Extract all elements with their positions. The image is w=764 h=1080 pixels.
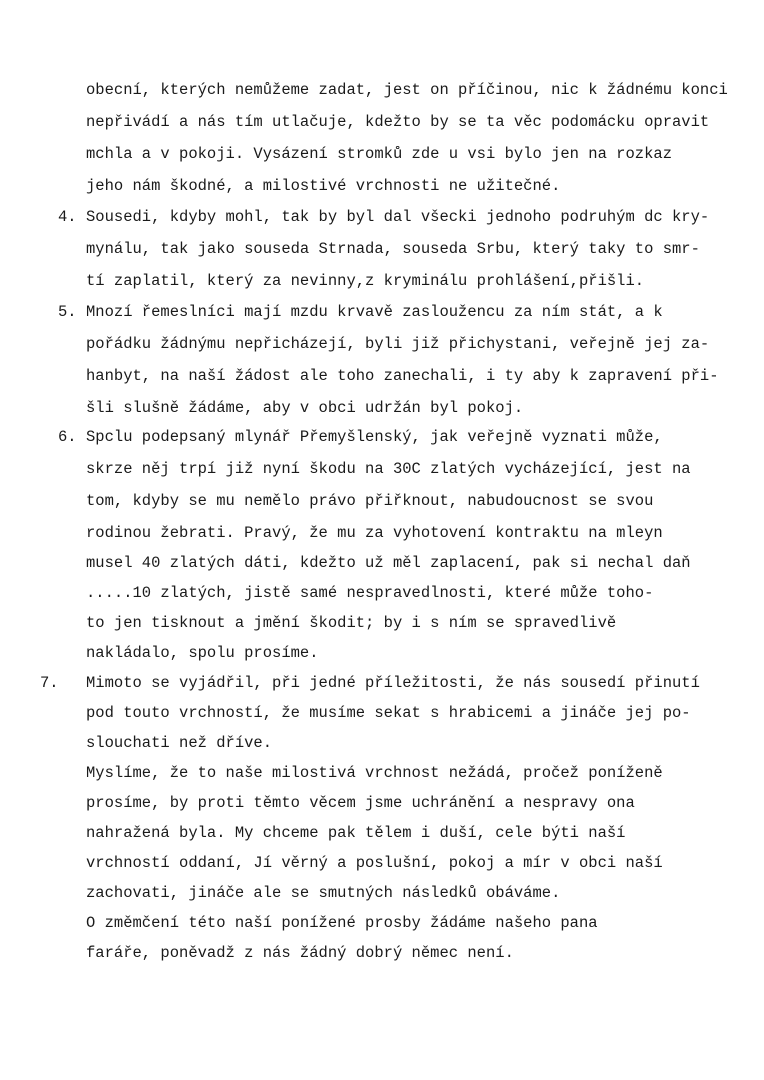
- item-number: 7.: [40, 674, 59, 692]
- text-line: Myslíme, že to naše milostivá vrchnost nežádá, pročež poníženě: [86, 764, 663, 782]
- text-line: Mnozí řemeslníci mají mzdu krvavě zasloužencu za ním stát, a k: [86, 303, 663, 321]
- text-line: mchla a v pokoji. Vysázení stromků zde u vsi bylo jen na rozkaz: [86, 145, 672, 163]
- text-line: nakládalo, spolu prosíme.: [86, 644, 319, 662]
- text-line: obecní, kterých nemůžeme zadat, jest on příčinou, nic k žádnému konci: [86, 81, 728, 99]
- text-line: musel 40 zlatých dáti, kdežto už měl zaplacení, pak si nechal daň: [86, 554, 691, 572]
- text-line: jeho nám škodné, a milostivé vrchnosti ne užitečné.: [86, 177, 561, 195]
- item-number: 6.: [58, 428, 77, 446]
- text-line: vrchností oddaní, Jí věrný a poslušní, pokoj a mír v obci naší: [86, 854, 663, 872]
- text-line: zachovati, jináče ale se smutných následků obáváme.: [86, 884, 561, 902]
- text-line: hanbyt, na naší žádost ale toho zanechali, i ty aby k zapravení při-: [86, 367, 719, 385]
- text-line: faráře, poněvadž z nás žádný dobrý němec není.: [86, 944, 514, 962]
- text-line: šli slušně žádáme, aby v obci udržán byl pokoj.: [86, 399, 524, 417]
- text-line: Sousedi, kdyby mohl, tak by byl dal všecki jednoho podruhým dc kry-: [86, 208, 710, 226]
- text-line: nepřivádí a nás tím utlačuje, kdežto by se ta věc podomácku opravit: [86, 113, 710, 131]
- text-line: Mimoto se vyjádřil, při jedné příležitosti, že nás sousedí přinutí: [86, 674, 700, 692]
- item-number: 5.: [58, 303, 77, 321]
- text-line: nahražená byla. My chceme pak tělem i duší, cele býti naší: [86, 824, 626, 842]
- text-line: pod touto vrchností, že musíme sekat s hrabicemi a jináče jej po-: [86, 704, 691, 722]
- text-line: pořádku žádnýmu nepřicházejí, byli již přichystani, veřejně jej za-: [86, 335, 710, 353]
- text-line: tom, kdyby se mu nemělo právo přiřknout, nabudoucnost se svou: [86, 492, 654, 510]
- text-line: prosíme, by proti těmto věcem jsme uchránění a nespravy ona: [86, 794, 635, 812]
- text-line: rodinou žebrati. Pravý, že mu za vyhotovení kontraktu na mleyn: [86, 524, 663, 542]
- text-line: slouchati než dříve.: [86, 734, 273, 752]
- text-line: .....10 zlatých, jistě samé nespravedlnosti, které může toho-: [86, 584, 654, 602]
- text-line: mynálu, tak jako souseda Strnada, souseda Srbu, který taky to smr-: [86, 240, 700, 258]
- text-line: to jen tisknout a jmění škodit; by i s ním se spravedlivě: [86, 614, 617, 632]
- item-number: 4.: [58, 208, 77, 226]
- text-line: O změmčení této naší ponížené prosby žádáme našeho pana: [86, 914, 598, 932]
- text-line: tí zaplatil, který za nevinny,z kryminálu prohlášení,přišli.: [86, 272, 645, 290]
- text-line: skrze něj trpí již nyní škodu na 30C zlatých vycházející, jest na: [86, 460, 691, 478]
- text-line: Spclu podepsaný mlynář Přemyšlenský, jak veřejně vyznati může,: [86, 428, 663, 446]
